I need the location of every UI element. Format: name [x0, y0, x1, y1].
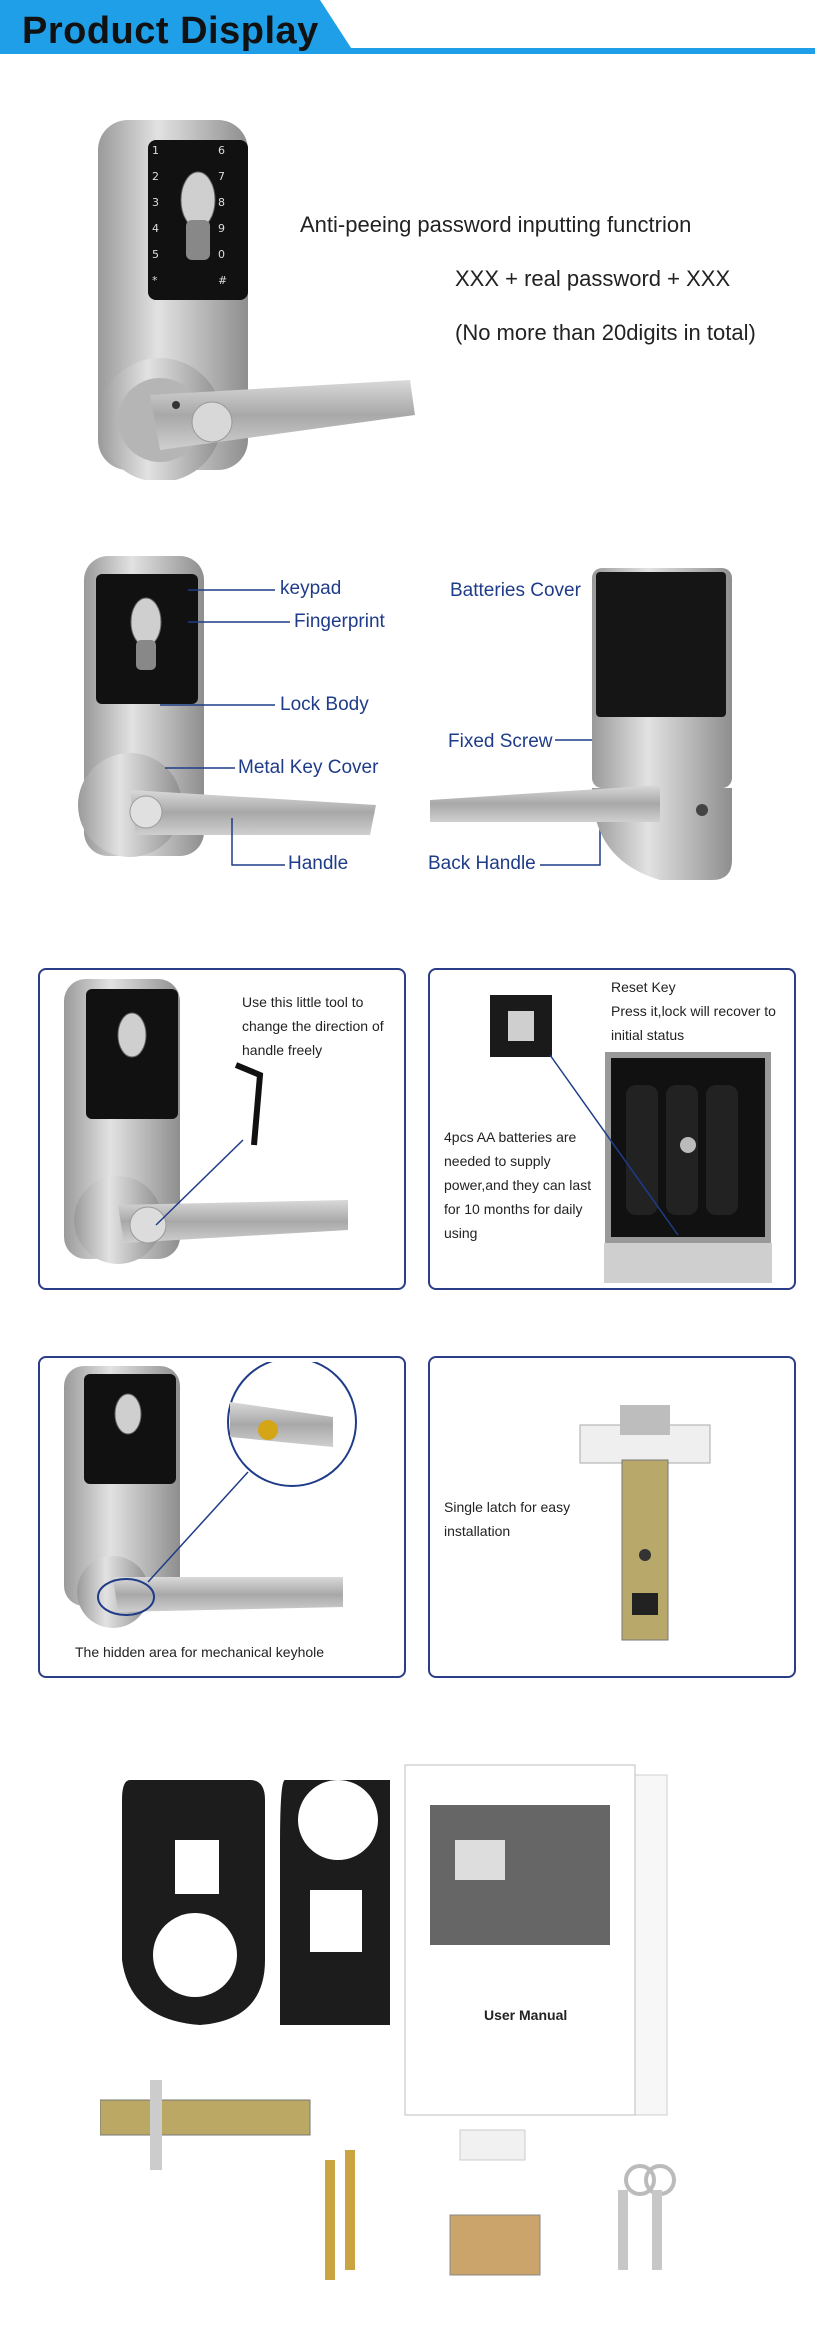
keypad-digit: #	[218, 274, 228, 287]
label-handle: Handle	[288, 853, 349, 874]
keypad-digit: 3	[152, 196, 159, 209]
keypad-digit: 7	[218, 170, 225, 183]
user-manual-title: User Manual	[484, 2007, 568, 2023]
lock-keyhole-image	[58, 1362, 388, 1632]
reset-key-description: Press it,lock will recover to initial status	[611, 1003, 776, 1043]
page-title: Product Display	[22, 10, 319, 52]
label-back-handle: Back Handle	[428, 853, 536, 874]
header-underline	[340, 48, 815, 54]
keypad-digit: 6	[218, 144, 225, 157]
batteries-description: 4pcs AA batteries are needed to supply power,and they can last for 10 months for daily using	[444, 1129, 592, 1241]
keypad-digit: *	[152, 274, 158, 287]
keypad-digit: 9	[218, 222, 225, 235]
keypad-digit: 8	[218, 196, 225, 209]
label-metal-key-cover: Metal Key Cover	[238, 757, 379, 778]
latch-description: Single latch for easy installation	[444, 1499, 571, 1539]
keypad-digits-1	[148, 140, 248, 300]
keypad-digit: 4	[152, 222, 159, 235]
label-batteries-cover: Batteries Cover	[450, 580, 581, 601]
label-fixed-screw: Fixed Screw	[448, 731, 553, 752]
label-keypad: keypad	[280, 578, 342, 599]
reset-key-title: Reset Key	[611, 979, 676, 995]
anti-peeing-title: Anti-peeing password inputting functrion	[300, 212, 692, 237]
keypad-digit: 5	[152, 248, 159, 261]
password-formula: XXX + real password + XXX	[455, 266, 731, 291]
tool-description: Use this little tool to change the direction of handle freely	[242, 994, 384, 1058]
keypad-digit: 0	[218, 248, 225, 261]
lock-front-image	[80, 110, 440, 480]
password-limit-note: (No more than 20digits in total)	[455, 320, 756, 345]
keypad-digit: 2	[152, 170, 159, 183]
keypad-digit: 1	[152, 144, 159, 157]
lock-parts-back-image	[420, 560, 750, 880]
package-contents-image	[100, 1760, 700, 2320]
label-lock-body: Lock Body	[280, 694, 369, 715]
keyhole-caption: The hidden area for mechanical keyhole	[75, 1644, 325, 1660]
label-fingerprint: Fingerprint	[294, 611, 385, 632]
latch-image	[570, 1405, 730, 1645]
